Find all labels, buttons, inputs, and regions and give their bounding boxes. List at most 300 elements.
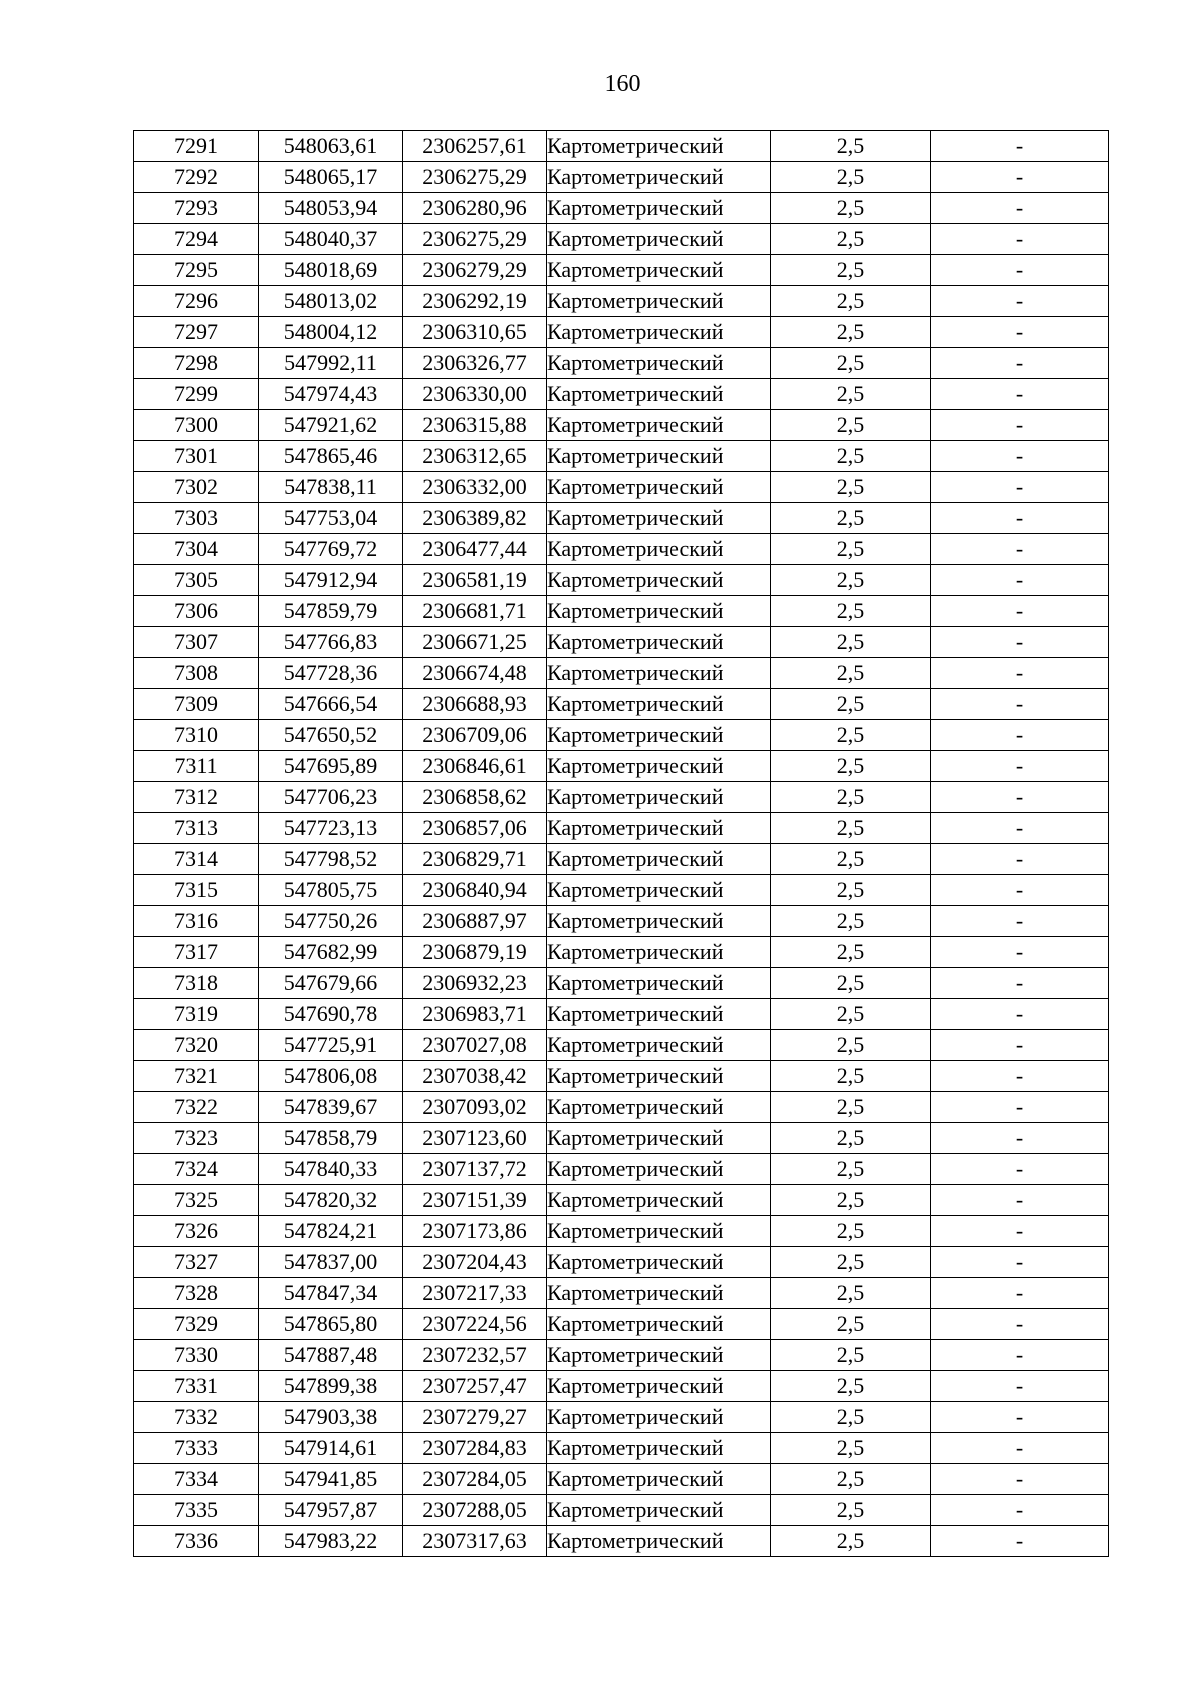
note-cell: -	[931, 658, 1109, 689]
x-coordinate-cell: 547899,38	[259, 1371, 403, 1402]
note-cell: -	[931, 1433, 1109, 1464]
x-coordinate-cell: 547706,23	[259, 782, 403, 813]
y-coordinate-cell: 2306292,19	[403, 286, 547, 317]
method-cell: Картометрический	[547, 1340, 771, 1371]
note-cell: -	[931, 1495, 1109, 1526]
accuracy-cell: 2,5	[771, 1123, 931, 1154]
table-row	[134, 627, 1109, 658]
y-coordinate-cell: 2306581,19	[403, 565, 547, 596]
accuracy-cell: 2,5	[771, 1340, 931, 1371]
method-cell: Картометрический	[547, 193, 771, 224]
note-cell: -	[931, 1123, 1109, 1154]
table-row	[134, 596, 1109, 627]
note-cell: -	[931, 503, 1109, 534]
note-cell: -	[931, 1030, 1109, 1061]
note-cell: -	[931, 1278, 1109, 1309]
accuracy-cell: 2,5	[771, 1526, 931, 1557]
note-cell: -	[931, 410, 1109, 441]
note-cell: -	[931, 472, 1109, 503]
y-coordinate-cell: 2307257,47	[403, 1371, 547, 1402]
point-number-cell: 7332	[134, 1402, 259, 1433]
x-coordinate-cell: 547865,80	[259, 1309, 403, 1340]
method-cell: Картометрический	[547, 224, 771, 255]
point-number-cell: 7327	[134, 1247, 259, 1278]
method-cell: Картометрический	[547, 441, 771, 472]
table-row	[134, 1061, 1109, 1092]
point-number-cell: 7296	[134, 286, 259, 317]
accuracy-cell: 2,5	[771, 1185, 931, 1216]
table-row	[134, 720, 1109, 751]
note-cell: -	[931, 1402, 1109, 1433]
note-cell: -	[931, 782, 1109, 813]
table-row	[134, 472, 1109, 503]
method-cell: Картометрический	[547, 503, 771, 534]
note-cell: -	[931, 131, 1109, 162]
y-coordinate-cell: 2306857,06	[403, 813, 547, 844]
table-row	[134, 131, 1109, 162]
method-cell: Картометрический	[547, 348, 771, 379]
point-number-cell: 7321	[134, 1061, 259, 1092]
note-cell: -	[931, 193, 1109, 224]
note-cell: -	[931, 348, 1109, 379]
method-cell: Картометрический	[547, 1092, 771, 1123]
x-coordinate-cell: 547679,66	[259, 968, 403, 999]
method-cell: Картометрический	[547, 596, 771, 627]
point-number-cell: 7323	[134, 1123, 259, 1154]
accuracy-cell: 2,5	[771, 472, 931, 503]
table-row	[134, 379, 1109, 410]
y-coordinate-cell: 2307217,33	[403, 1278, 547, 1309]
y-coordinate-cell: 2306932,23	[403, 968, 547, 999]
table-row	[134, 503, 1109, 534]
note-cell: -	[931, 317, 1109, 348]
accuracy-cell: 2,5	[771, 1371, 931, 1402]
accuracy-cell: 2,5	[771, 813, 931, 844]
table-row	[134, 689, 1109, 720]
accuracy-cell: 2,5	[771, 1061, 931, 1092]
accuracy-cell: 2,5	[771, 286, 931, 317]
x-coordinate-cell: 547957,87	[259, 1495, 403, 1526]
table-row	[134, 1309, 1109, 1340]
x-coordinate-cell: 547859,79	[259, 596, 403, 627]
method-cell: Картометрический	[547, 999, 771, 1030]
table-row	[134, 1402, 1109, 1433]
method-cell: Картометрический	[547, 1123, 771, 1154]
table-row	[134, 317, 1109, 348]
point-number-cell: 7293	[134, 193, 259, 224]
point-number-cell: 7307	[134, 627, 259, 658]
method-cell: Картометрический	[547, 968, 771, 999]
table-row	[134, 286, 1109, 317]
method-cell: Картометрический	[547, 1247, 771, 1278]
note-cell: -	[931, 596, 1109, 627]
x-coordinate-cell: 547753,04	[259, 503, 403, 534]
table-row	[134, 844, 1109, 875]
note-cell: -	[931, 906, 1109, 937]
note-cell: -	[931, 1526, 1109, 1557]
y-coordinate-cell: 2306846,61	[403, 751, 547, 782]
method-cell: Картометрический	[547, 1061, 771, 1092]
point-number-cell: 7328	[134, 1278, 259, 1309]
point-number-cell: 7320	[134, 1030, 259, 1061]
accuracy-cell: 2,5	[771, 1495, 931, 1526]
accuracy-cell: 2,5	[771, 1464, 931, 1495]
point-number-cell: 7317	[134, 937, 259, 968]
x-coordinate-cell: 547750,26	[259, 906, 403, 937]
x-coordinate-cell: 547824,21	[259, 1216, 403, 1247]
x-coordinate-cell: 548018,69	[259, 255, 403, 286]
x-coordinate-cell: 548013,02	[259, 286, 403, 317]
method-cell: Картометрический	[547, 410, 771, 441]
accuracy-cell: 2,5	[771, 1216, 931, 1247]
table-row	[134, 1154, 1109, 1185]
accuracy-cell: 2,5	[771, 720, 931, 751]
accuracy-cell: 2,5	[771, 968, 931, 999]
point-number-cell: 7322	[134, 1092, 259, 1123]
point-number-cell: 7329	[134, 1309, 259, 1340]
method-cell: Картометрический	[547, 534, 771, 565]
method-cell: Картометрический	[547, 1495, 771, 1526]
point-number-cell: 7305	[134, 565, 259, 596]
y-coordinate-cell: 2306275,29	[403, 224, 547, 255]
accuracy-cell: 2,5	[771, 906, 931, 937]
accuracy-cell: 2,5	[771, 503, 931, 534]
method-cell: Картометрический	[547, 813, 771, 844]
table-row	[134, 255, 1109, 286]
y-coordinate-cell: 2306688,93	[403, 689, 547, 720]
method-cell: Картометрический	[547, 1464, 771, 1495]
accuracy-cell: 2,5	[771, 1402, 931, 1433]
method-cell: Картометрический	[547, 1402, 771, 1433]
table-row	[134, 937, 1109, 968]
accuracy-cell: 2,5	[771, 379, 931, 410]
y-coordinate-cell: 2307204,43	[403, 1247, 547, 1278]
accuracy-cell: 2,5	[771, 1092, 931, 1123]
accuracy-cell: 2,5	[771, 1278, 931, 1309]
y-coordinate-cell: 2306257,61	[403, 131, 547, 162]
note-cell: -	[931, 1371, 1109, 1402]
point-number-cell: 7333	[134, 1433, 259, 1464]
point-number-cell: 7297	[134, 317, 259, 348]
accuracy-cell: 2,5	[771, 937, 931, 968]
table-row	[134, 782, 1109, 813]
method-cell: Картометрический	[547, 1154, 771, 1185]
method-cell: Картометрический	[547, 627, 771, 658]
table-row	[134, 162, 1109, 193]
point-number-cell: 7292	[134, 162, 259, 193]
table-row	[134, 751, 1109, 782]
accuracy-cell: 2,5	[771, 255, 931, 286]
method-cell: Картометрический	[547, 1526, 771, 1557]
table-row	[134, 565, 1109, 596]
x-coordinate-cell: 548053,94	[259, 193, 403, 224]
note-cell: -	[931, 1247, 1109, 1278]
point-number-cell: 7331	[134, 1371, 259, 1402]
table-row	[134, 1464, 1109, 1495]
x-coordinate-cell: 547921,62	[259, 410, 403, 441]
point-number-cell: 7308	[134, 658, 259, 689]
method-cell: Картометрический	[547, 875, 771, 906]
y-coordinate-cell: 2306840,94	[403, 875, 547, 906]
point-number-cell: 7324	[134, 1154, 259, 1185]
method-cell: Картометрический	[547, 720, 771, 751]
y-coordinate-cell: 2306310,65	[403, 317, 547, 348]
point-number-cell: 7334	[134, 1464, 259, 1495]
method-cell: Картометрический	[547, 131, 771, 162]
x-coordinate-cell: 547858,79	[259, 1123, 403, 1154]
x-coordinate-cell: 547806,08	[259, 1061, 403, 1092]
point-number-cell: 7302	[134, 472, 259, 503]
note-cell: -	[931, 1061, 1109, 1092]
note-cell: -	[931, 875, 1109, 906]
accuracy-cell: 2,5	[771, 627, 931, 658]
x-coordinate-cell: 547992,11	[259, 348, 403, 379]
point-number-cell: 7316	[134, 906, 259, 937]
table-row	[134, 1433, 1109, 1464]
x-coordinate-cell: 547695,89	[259, 751, 403, 782]
x-coordinate-cell: 547766,83	[259, 627, 403, 658]
point-number-cell: 7313	[134, 813, 259, 844]
y-coordinate-cell: 2306279,29	[403, 255, 547, 286]
point-number-cell: 7314	[134, 844, 259, 875]
accuracy-cell: 2,5	[771, 689, 931, 720]
method-cell: Картометрический	[547, 286, 771, 317]
y-coordinate-cell: 2307151,39	[403, 1185, 547, 1216]
x-coordinate-cell: 547666,54	[259, 689, 403, 720]
page-number: 160	[604, 71, 641, 97]
table-row	[134, 1030, 1109, 1061]
table-row	[134, 410, 1109, 441]
x-coordinate-cell: 547903,38	[259, 1402, 403, 1433]
y-coordinate-cell: 2307317,63	[403, 1526, 547, 1557]
method-cell: Картометрический	[547, 1309, 771, 1340]
accuracy-cell: 2,5	[771, 1247, 931, 1278]
point-number-cell: 7291	[134, 131, 259, 162]
x-coordinate-cell: 547974,43	[259, 379, 403, 410]
method-cell: Картометрический	[547, 937, 771, 968]
y-coordinate-cell: 2306983,71	[403, 999, 547, 1030]
table-row	[134, 441, 1109, 472]
table-row	[134, 193, 1109, 224]
y-coordinate-cell: 2307284,05	[403, 1464, 547, 1495]
y-coordinate-cell: 2306879,19	[403, 937, 547, 968]
y-coordinate-cell: 2307093,02	[403, 1092, 547, 1123]
x-coordinate-cell: 548065,17	[259, 162, 403, 193]
y-coordinate-cell: 2307173,86	[403, 1216, 547, 1247]
table-row	[134, 1185, 1109, 1216]
accuracy-cell: 2,5	[771, 224, 931, 255]
y-coordinate-cell: 2307232,57	[403, 1340, 547, 1371]
accuracy-cell: 2,5	[771, 596, 931, 627]
point-number-cell: 7300	[134, 410, 259, 441]
note-cell: -	[931, 1185, 1109, 1216]
table-row	[134, 1340, 1109, 1371]
note-cell: -	[931, 441, 1109, 472]
y-coordinate-cell: 2306275,29	[403, 162, 547, 193]
point-number-cell: 7294	[134, 224, 259, 255]
x-coordinate-cell: 547912,94	[259, 565, 403, 596]
method-cell: Картометрический	[547, 379, 771, 410]
note-cell: -	[931, 813, 1109, 844]
accuracy-cell: 2,5	[771, 441, 931, 472]
accuracy-cell: 2,5	[771, 162, 931, 193]
point-number-cell: 7325	[134, 1185, 259, 1216]
table-row	[134, 1371, 1109, 1402]
method-cell: Картометрический	[547, 1185, 771, 1216]
method-cell: Картометрический	[547, 255, 771, 286]
method-cell: Картометрический	[547, 1371, 771, 1402]
point-number-cell: 7336	[134, 1526, 259, 1557]
y-coordinate-cell: 2307279,27	[403, 1402, 547, 1433]
y-coordinate-cell: 2307224,56	[403, 1309, 547, 1340]
accuracy-cell: 2,5	[771, 410, 931, 441]
y-coordinate-cell: 2307038,42	[403, 1061, 547, 1092]
method-cell: Картометрический	[547, 162, 771, 193]
x-coordinate-cell: 548063,61	[259, 131, 403, 162]
coordinates-table-body	[134, 131, 1109, 1557]
point-number-cell: 7310	[134, 720, 259, 751]
point-number-cell: 7295	[134, 255, 259, 286]
accuracy-cell: 2,5	[771, 565, 931, 596]
x-coordinate-cell: 547682,99	[259, 937, 403, 968]
method-cell: Картометрический	[547, 1216, 771, 1247]
y-coordinate-cell: 2306330,00	[403, 379, 547, 410]
accuracy-cell: 2,5	[771, 875, 931, 906]
point-number-cell: 7312	[134, 782, 259, 813]
note-cell: -	[931, 1464, 1109, 1495]
method-cell: Картометрический	[547, 472, 771, 503]
note-cell: -	[931, 379, 1109, 410]
y-coordinate-cell: 2306858,62	[403, 782, 547, 813]
table-row	[134, 875, 1109, 906]
method-cell: Картометрический	[547, 317, 771, 348]
x-coordinate-cell: 547725,91	[259, 1030, 403, 1061]
x-coordinate-cell: 547820,32	[259, 1185, 403, 1216]
accuracy-cell: 2,5	[771, 1433, 931, 1464]
note-cell: -	[931, 1216, 1109, 1247]
x-coordinate-cell: 547798,52	[259, 844, 403, 875]
note-cell: -	[931, 968, 1109, 999]
x-coordinate-cell: 547839,67	[259, 1092, 403, 1123]
y-coordinate-cell: 2307027,08	[403, 1030, 547, 1061]
note-cell: -	[931, 1340, 1109, 1371]
table-row	[134, 1123, 1109, 1154]
coordinates-table	[133, 130, 1109, 1557]
y-coordinate-cell: 2306671,25	[403, 627, 547, 658]
x-coordinate-cell: 547690,78	[259, 999, 403, 1030]
y-coordinate-cell: 2306312,65	[403, 441, 547, 472]
accuracy-cell: 2,5	[771, 317, 931, 348]
y-coordinate-cell: 2306829,71	[403, 844, 547, 875]
point-number-cell: 7315	[134, 875, 259, 906]
method-cell: Картометрический	[547, 906, 771, 937]
x-coordinate-cell: 547983,22	[259, 1526, 403, 1557]
note-cell: -	[931, 1309, 1109, 1340]
accuracy-cell: 2,5	[771, 1030, 931, 1061]
point-number-cell: 7299	[134, 379, 259, 410]
note-cell: -	[931, 1092, 1109, 1123]
point-number-cell: 7298	[134, 348, 259, 379]
table-row	[134, 658, 1109, 689]
y-coordinate-cell: 2307284,83	[403, 1433, 547, 1464]
note-cell: -	[931, 534, 1109, 565]
table-row	[134, 1495, 1109, 1526]
point-number-cell: 7306	[134, 596, 259, 627]
method-cell: Картометрический	[547, 565, 771, 596]
note-cell: -	[931, 751, 1109, 782]
note-cell: -	[931, 937, 1109, 968]
table-row	[134, 224, 1109, 255]
point-number-cell: 7311	[134, 751, 259, 782]
accuracy-cell: 2,5	[771, 751, 931, 782]
note-cell: -	[931, 565, 1109, 596]
table-row	[134, 534, 1109, 565]
note-cell: -	[931, 844, 1109, 875]
y-coordinate-cell: 2306709,06	[403, 720, 547, 751]
y-coordinate-cell: 2306326,77	[403, 348, 547, 379]
x-coordinate-cell: 548040,37	[259, 224, 403, 255]
method-cell: Картометрический	[547, 751, 771, 782]
point-number-cell: 7335	[134, 1495, 259, 1526]
accuracy-cell: 2,5	[771, 658, 931, 689]
y-coordinate-cell: 2306315,88	[403, 410, 547, 441]
note-cell: -	[931, 162, 1109, 193]
accuracy-cell: 2,5	[771, 1309, 931, 1340]
accuracy-cell: 2,5	[771, 193, 931, 224]
method-cell: Картометрический	[547, 782, 771, 813]
x-coordinate-cell: 547805,75	[259, 875, 403, 906]
note-cell: -	[931, 689, 1109, 720]
accuracy-cell: 2,5	[771, 1154, 931, 1185]
note-cell: -	[931, 255, 1109, 286]
x-coordinate-cell: 547650,52	[259, 720, 403, 751]
note-cell: -	[931, 999, 1109, 1030]
table-row	[134, 968, 1109, 999]
table-row	[134, 1092, 1109, 1123]
point-number-cell: 7301	[134, 441, 259, 472]
y-coordinate-cell: 2306389,82	[403, 503, 547, 534]
table-row	[134, 1278, 1109, 1309]
y-coordinate-cell: 2306674,48	[403, 658, 547, 689]
x-coordinate-cell: 547887,48	[259, 1340, 403, 1371]
y-coordinate-cell: 2306477,44	[403, 534, 547, 565]
y-coordinate-cell: 2307123,60	[403, 1123, 547, 1154]
x-coordinate-cell: 547914,61	[259, 1433, 403, 1464]
x-coordinate-cell: 547838,11	[259, 472, 403, 503]
x-coordinate-cell: 547723,13	[259, 813, 403, 844]
point-number-cell: 7330	[134, 1340, 259, 1371]
x-coordinate-cell: 547941,85	[259, 1464, 403, 1495]
point-number-cell: 7303	[134, 503, 259, 534]
note-cell: -	[931, 720, 1109, 751]
accuracy-cell: 2,5	[771, 348, 931, 379]
point-number-cell: 7326	[134, 1216, 259, 1247]
table-row	[134, 1526, 1109, 1557]
note-cell: -	[931, 627, 1109, 658]
note-cell: -	[931, 286, 1109, 317]
x-coordinate-cell: 547840,33	[259, 1154, 403, 1185]
table-row	[134, 1216, 1109, 1247]
table-row	[134, 813, 1109, 844]
x-coordinate-cell: 548004,12	[259, 317, 403, 348]
method-cell: Картометрический	[547, 689, 771, 720]
note-cell: -	[931, 224, 1109, 255]
y-coordinate-cell: 2307137,72	[403, 1154, 547, 1185]
method-cell: Картометрический	[547, 1278, 771, 1309]
x-coordinate-cell: 547847,34	[259, 1278, 403, 1309]
x-coordinate-cell: 547837,00	[259, 1247, 403, 1278]
note-cell: -	[931, 1154, 1109, 1185]
